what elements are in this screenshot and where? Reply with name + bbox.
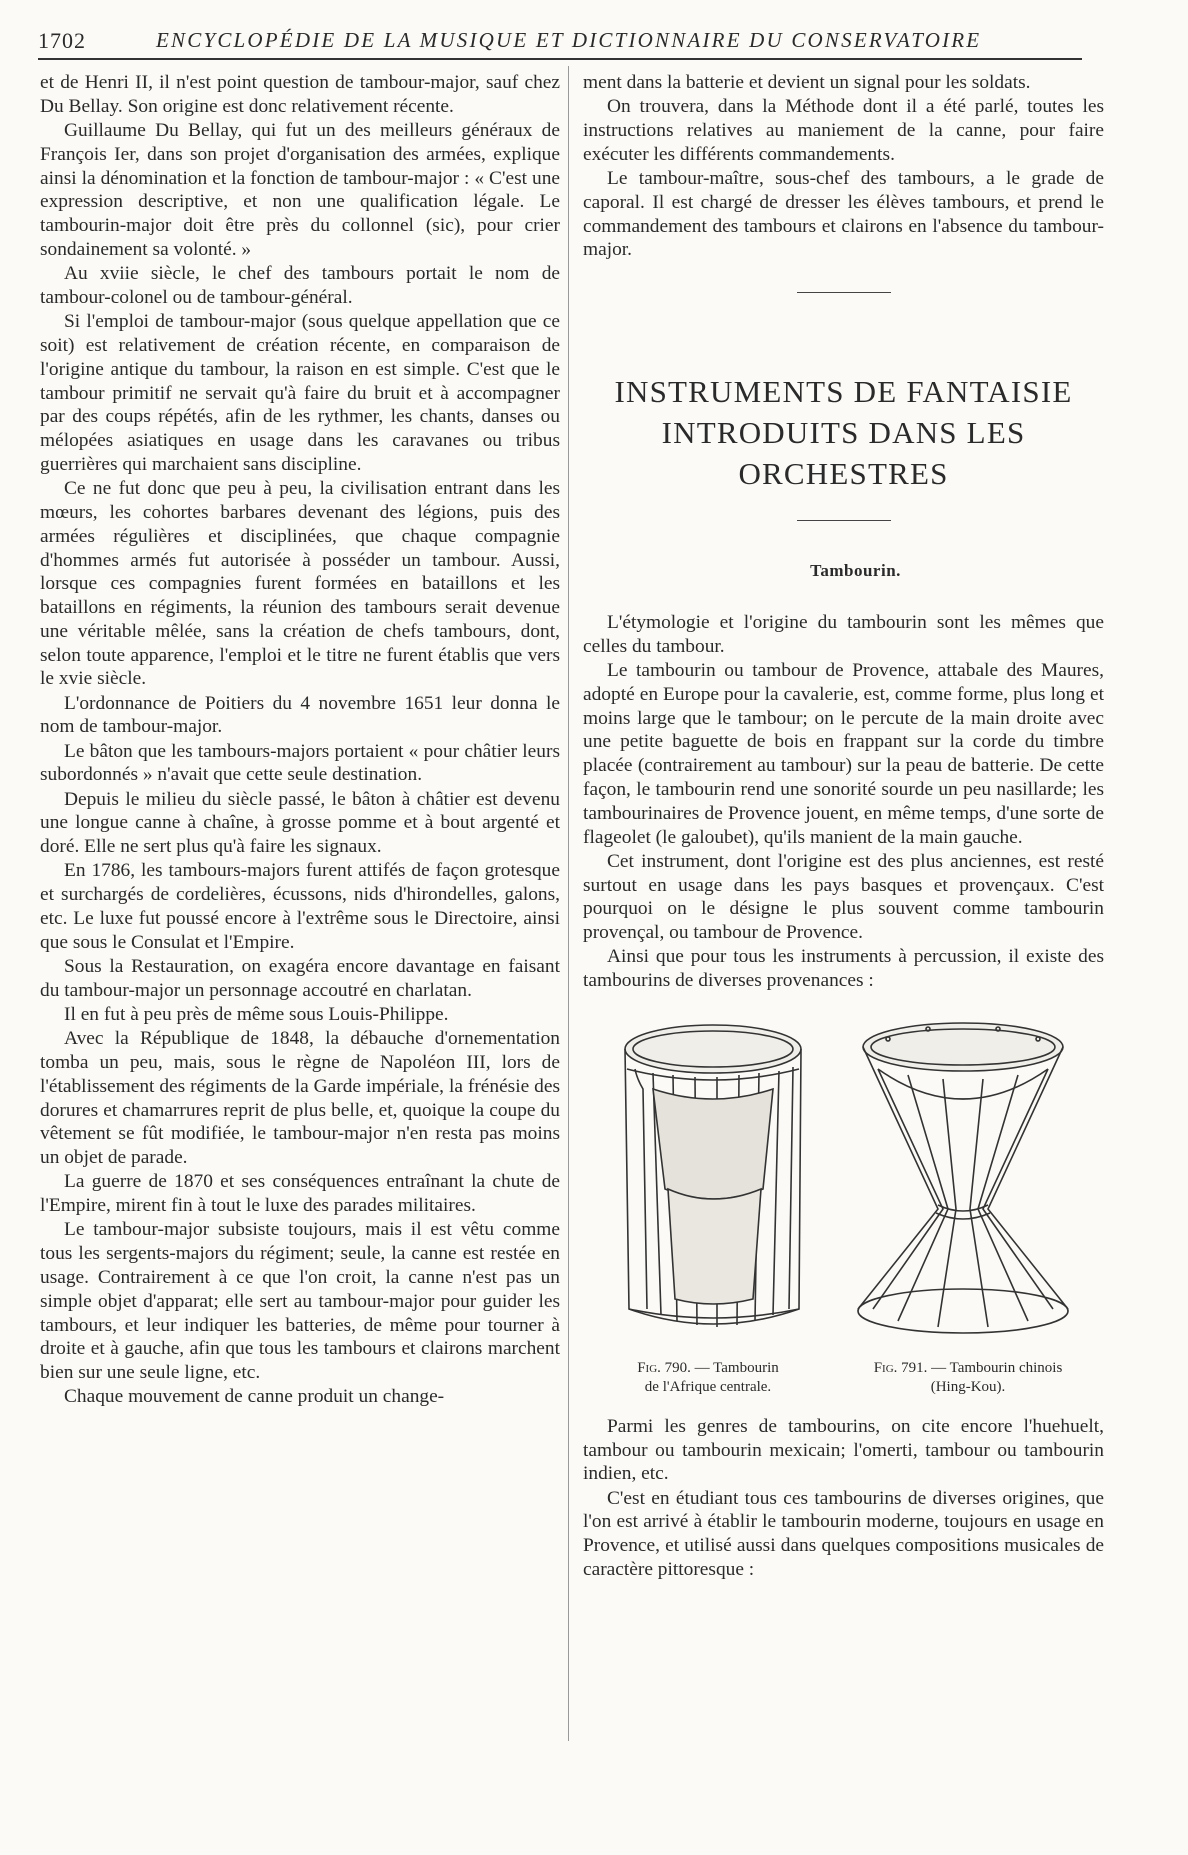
- section-heading-line1: INSTRUMENTS DE FANTAISIE: [614, 374, 1073, 410]
- tambourin-chinois-illustration: [848, 1009, 1078, 1349]
- paragraph: Au xviie siècle, le chef des tambours portait le nom de tambour-colonel ou de tambour-général.: [40, 263, 560, 308]
- figure-790-caption: [583, 1359, 833, 1397]
- paragraph: Guillaume Du Bellay, qui fut un des meilleurs généraux de François Ier, dans son projet d'organisation des armées, explique ainsi la dénomination et la fonction de tambour-major : « C'est une expression descriptive, et non une qualification légale. Le tambourin-major doit être près du collonnel (sic), pour crier sondainement sa volonté. »: [40, 119, 560, 260]
- running-header: [38, 26, 1082, 60]
- figure-790-caption-line2: de l'Afrique centrale.: [644, 1378, 772, 1395]
- figure-791-caption: [833, 1359, 1103, 1397]
- paragraph: Ainsi que pour tous les instruments à percussion, il existe des tambourins de diverses provenances :: [583, 946, 1104, 992]
- tambourin-afrique-illustration: [613, 1009, 813, 1349]
- left-column: [40, 71, 560, 1409]
- figure-791-label: Fig. 791.: [873, 1359, 928, 1376]
- figure-790: [613, 1009, 813, 1349]
- figure-791-caption-line2: (Hing-Kou).: [930, 1378, 1006, 1395]
- column-divider: [568, 66, 569, 1741]
- paragraph: La guerre de 1870 et ses conséquences entraînant la chute de l'Empire, mirent fin à tout le luxe des parades militaires.: [40, 1171, 560, 1217]
- paragraph: Le bâton que les tambours-majors portaient « pour châtier leurs subordonnés » n'avait que cette seule destination.: [40, 740, 560, 786]
- paragraph: Avec la République de 1848, la débauche d'ornementation tomba un peu, mais, sous le règne de Napoléon III, lors de l'établissement des régiments de la Garde impériale, la frénésie des dorures et chamarrures reprit de plus belle, et, quoique la coupe du vêtement se fût modifiée, le tambour-major n'en resta pas moins un objet de parade.: [40, 1028, 560, 1169]
- paragraph: Le tambourin ou tambour de Provence, attabale des Maures, adopté en Europe pour la cavalerie, est, comme forme, plus long et moins large que le tambour; on le percute de la main droite avec une petite baguette de bois en frappant sur la corde du timbre placée (contrairement au tambour) sur la peau de batterie. De cette façon, le tambourin rend une sonorité sourde un peu nasillarde; les tambourinaires de Provence jouent, en même temps, d'une sorte de flageolet (le galoubet), qu'ils manient de la main gauche.: [583, 659, 1104, 848]
- paragraph: On trouvera, dans la Méthode dont il a été parlé, toutes les instructions relatives au maniement de la canne, pour faire exécuter les différents commandements.: [583, 96, 1104, 165]
- paragraph: En 1786, les tambours-majors furent attifés de façon grotesque et surchargés de cordelières, écussons, nids d'hirondelles, galons, etc. Le luxe fut poussé encore à l'extrême sous le Directoire, ainsi que sous le Consulat et l'Empire.: [40, 860, 560, 953]
- paragraph: ment dans la batterie et devient un signal pour les soldats.: [583, 72, 1031, 93]
- paragraph: Depuis le milieu du siècle passé, le bâton à châtier est devenu une longue canne à chaîne, à grosse pomme et à bout argenté et doré. Elle ne sert plus qu'à faire les signaux.: [40, 788, 560, 858]
- paragraph: et de Henri II, il n'est point question de tambour-major, sauf chez Du Bellay. Son origine est donc relativement récente.: [40, 72, 560, 117]
- paragraph: Chaque mouvement de canne produit un change-: [64, 1386, 445, 1408]
- paragraph: Sous la Restauration, on exagéra encore davantage en faisant du tambour-major un personnage accoutré en charlatan.: [40, 956, 560, 1001]
- paragraph: L'ordonnance de Poitiers du 4 novembre 1651 leur donna le nom de tambour-major.: [40, 692, 560, 738]
- figure-790-caption-line1: — Tambourin: [694, 1359, 779, 1376]
- subheading-tambourin: Tambourin.: [810, 561, 901, 581]
- paragraph: Il en fut à peu près de même sous Louis-Philippe.: [64, 1003, 449, 1025]
- paragraph: Le tambour-maître, sous-chef des tambours, a le grade de caporal. Il est chargé de dresser les élèves tambours, et prend le commandement des tambours et clairons en l'absence du tambour-major.: [583, 167, 1104, 261]
- right-column: [583, 71, 1104, 1582]
- figure-791: [848, 1009, 1078, 1349]
- section-heading-line2: INTRODUITS DANS LES ORCHESTRES: [661, 415, 1026, 492]
- figure-790-label: Fig. 790.: [637, 1359, 691, 1376]
- paragraph: C'est en étudiant tous ces tambourins de diverses origines, que l'on est arrivé à établir le tambourin moderne, toujours en usage en Provence, et utilisé aussi dans quelques compositions musicales de caractère pittoresque :: [583, 1487, 1104, 1581]
- paragraph: L'étymologie et l'origine du tambourin sont les mêmes que celles du tambour.: [583, 611, 1104, 657]
- section-heading: [583, 371, 1104, 494]
- figure-791-caption-line1: — Tambourin chinois: [931, 1359, 1063, 1376]
- paragraph: Parmi les genres de tambourins, on cite encore l'huehuelt, tambour ou tambourin mexicain; l'omerti, tambour ou tambourin indien, etc.: [583, 1415, 1104, 1485]
- paragraph: Le tambour-major subsiste toujours, mais il est vêtu comme tous les sergents-majors du régiment; seule, la canne est restée en usage. Contrairement à ce que l'on croit, la canne n'est pas un simple objet d'apparat; elle sert au tambour-major pour guider les tambours, et leur indiquer les batteries, de même pour tourner à droite et à gauche, afin que tous les tambours et clairons marchent bien sur une seule ligne, etc.: [40, 1219, 560, 1384]
- page-number: 1702: [38, 28, 86, 53]
- running-title: ENCYCLOPÉDIE DE LA MUSIQUE ET DICTIONNAIRE DU CONSERVATOIRE: [156, 28, 982, 52]
- paragraph: Si l'emploi de tambour-major (sous quelque appellation que ce soit) est relativement de création récente, en comparaison de l'origine antique du tambour, la raison en est simple. C'est que le tambour primitif ne servait qu'à faire du bruit et à accompagner par des coups répétés, afin de les rythmer, les chants, danses ou mélopées asiatiques en usage dans les caravanes ou tribus guerrières qui marchaient sans discipline.: [40, 311, 560, 475]
- paragraph: Cet instrument, dont l'origine est des plus anciennes, est resté surtout en usage dans les pays basques et provençaux. C'est pourquoi on le désigne le plus souvent comme tambourin provençal, ou tambour de Provence.: [583, 850, 1104, 944]
- figures: [583, 1009, 1104, 1403]
- paragraph: Ce ne fut donc que peu à peu, la civilisation entrant dans les mœurs, les cohortes barbares devenant des légions, puis des armées régulières et disciplinées, que chaque compagnie d'hommes armés fut autorisée à posséder un tambour. Aussi, lorsque ces compagnies furent formées en bataillons et les bataillons en régiments, la réunion des tambours serait devenue une véritable mêlée, sans la création de chefs tambours, dont, selon toute apparence, l'emploi et le titre ne furent établis que vers le xvie siècle.: [40, 478, 560, 690]
